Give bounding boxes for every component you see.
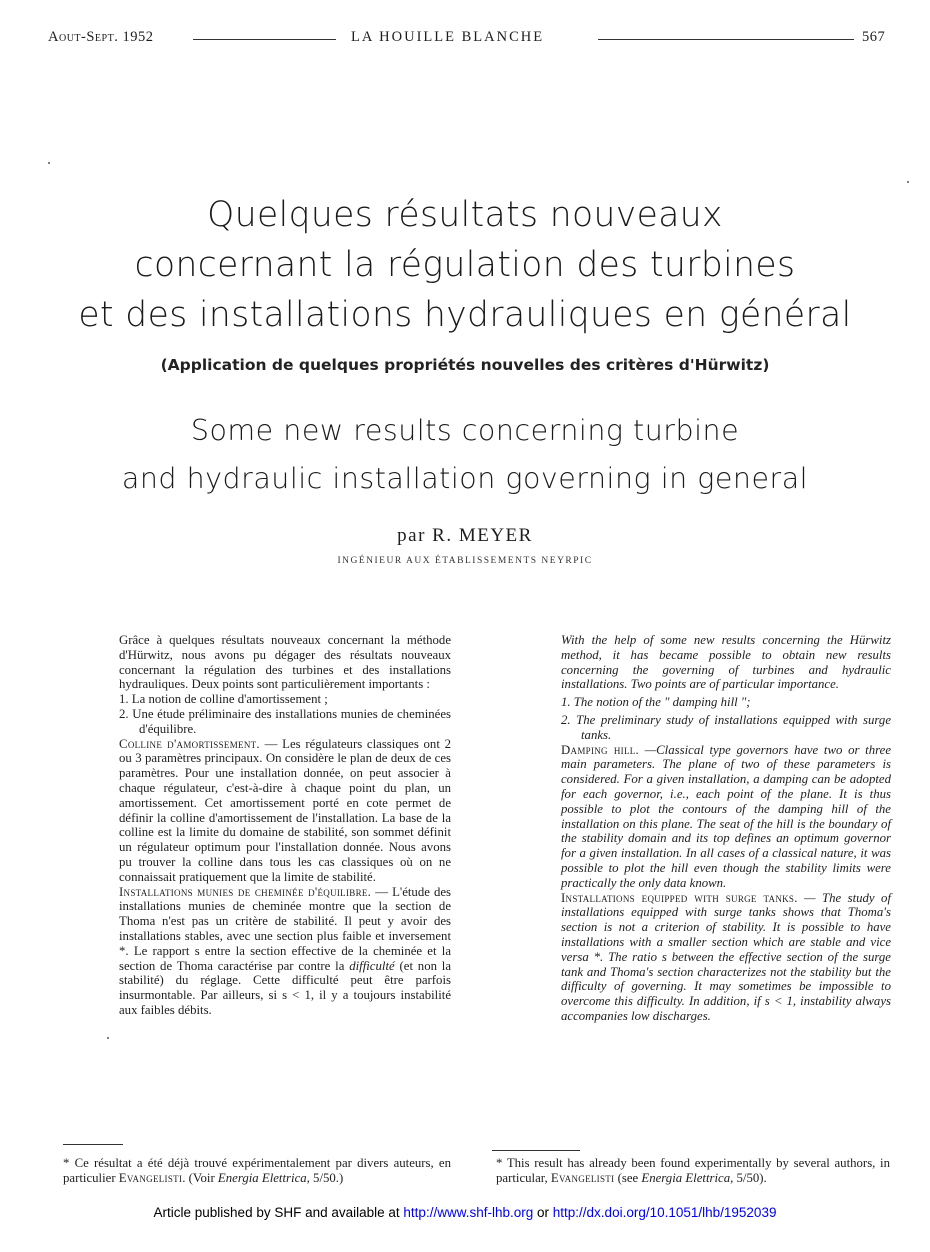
header-page-number: 567 [862,29,886,45]
english-section-surge-tanks [561,891,891,1024]
subtitle: (Application de quelques propriétés nouvelles des critères d'Hürwitz) [160,356,770,374]
french-list-item-1: 1. La notion de colline d'amortissement ; [119,692,328,707]
english-section-heading-1: Damping hill. [561,742,640,757]
publication-banner [0,1205,930,1220]
title-english-line-1: Some new results concerning turbine [190,414,740,447]
header-journal-title: LA HOUILLE BLANCHE [351,29,545,45]
scan-speck [907,181,909,183]
footnote-english-journal: Energia Elettrica [641,1170,731,1185]
english-section-text-1: —Classical type governors have two or three main parameters. The plane of two of these parameters is considered. For a given installation, a damping can be adopted for each governor, i.e., each point of the plane. It is thus possible to plot the contours of the damping hill of the installation on this plane. The seat of the hill is the boundary of the stability domain and its top defines an optimum governor for a given installation. In all cases of a classical nature, it was possible to plot the hill even though the stability limits were practically the only data known. [561,742,892,890]
title-english [0,407,930,503]
footnote-french-journal: Energia Elettrica [217,1170,307,1185]
footnote-english [496,1156,890,1186]
french-column [119,633,451,1018]
english-intro: With the help of some new results concerning the Hürwitz method, it has became possible to obtain new results concerning the governing of turbines and hydraulic installations. Two points are of particular importance. [561,633,891,692]
scan-speck [107,1037,109,1039]
header-rule-right [598,39,854,40]
footnote-rule-english [492,1150,580,1151]
french-section-heading-1: Colline d'amortissement. [119,736,260,751]
french-list-item-2: 2. Une étude préliminaire des installations munies de cheminées d'équilibre. [119,706,451,736]
affiliation: INGÉNIEUR AUX ÉTABLISSEMENTS NEYRPIC [337,556,593,566]
french-section-text-1: — Les régulateurs classiques ont 2 ou 3 paramètres principaux. On considère le plan de deux de ces paramètres. Pour une installation donnée, on peut associer à chaque régulateur, c'est-à-dire à chaque point du plan, un amortissement. Cet amortissement porté en cote permet de définir la colline d'amortissement de l'installation. La base de la colline est la limite du domaine de stabilité, son sommet définit un régulateur optimum pour l'installation donnée. Nous avons pu trouver la colline dans tous les cas classiques où on ne connaissait pratiquement que la limite de stabilité. [119,736,451,884]
french-section-heading-2: Installations munies de cheminée d'équilibre. [119,884,372,899]
english-list-item-1: 1. The notion of the " damping hill "; [561,695,751,710]
french-section-surge-tanks [119,885,451,1018]
footnote-english-text: (see [617,1170,639,1185]
french-section-damping-hill [119,737,451,885]
footnote-english-text: * This result has already been found experimentally by several authors, in particular, [496,1156,890,1185]
footnote-english-author: Evangelisti [550,1170,615,1185]
title-french [0,190,930,340]
banner-link-doi[interactable]: http://dx.doi.org/10.1051/lhb/1952039 [552,1205,777,1220]
title-french-line-1: Quelques résultats nouveaux [207,195,723,235]
english-section-damping-hill [561,743,891,891]
french-intro: Grâce à quelques résultats nouveaux concernant la méthode d'Hürwitz, nous avons pu dégager des résultats nouveaux concernant la régulation des turbines et des installations hydrauliques. Deux points sont particulièrement importants : [119,633,451,692]
footnote-french-author: Evangelisti [118,1170,183,1185]
french-section-text-2b: (et non la stabilité) du réglage. Cette difficulté peut être parfois insurmontable. Par ailleurs, si s < 1, il y a toujours instabilité aux faibles débits. [119,958,452,1017]
header-rule-left [193,39,336,40]
scan-speck [48,162,50,164]
banner-link-shf[interactable]: http://www.shf-lhb.org [403,1205,534,1220]
title-english-line-2: and hydraulic installation governing in general [121,462,809,495]
footnote-english-text: , 5/50). [730,1170,767,1185]
english-column [561,633,891,1024]
english-section-text-2: — The study of installations equipped with surge tanks shows that Thoma's section is not a criterion of stability. It is possible to have installations with a smaller section which are stable and vice versa *. The ratio s between the effective section of the surge tank and Thoma's section characterizes not the stability but the difficulty of governing. It may sometimes be impossible to overcome this difficulty. In addition, if s < 1, instability always accompanies low discharges. [561,890,892,1023]
title-french-line-2: concernant la régulation des turbines [134,245,796,285]
footnote-french-text: , 5/50.) [306,1170,344,1185]
title-french-line-3: et des installations hydrauliques en général [78,295,852,335]
footnote-french-text: * Ce résultat a été déjà trouvé expérimentalement par divers auteurs, en particulier [63,1156,451,1185]
footnote-french [63,1156,451,1186]
header-date: Aout-Sept. 1952 [48,29,154,45]
banner-prefix: Article published by SHF and available at [153,1205,400,1220]
english-list-item-2: 2. The preliminary study of installations equipped with surge tanks. [561,712,891,742]
footnote-rule-french [63,1144,123,1145]
author: par R. MEYER [397,525,533,546]
french-section-text-2a: — L'étude des installations munies de cheminée montre que la section de Thoma n'est pas un critère de stabilité. Il peut y avoir des installations stables, avec une section plus faible et inversement *. Le rapport s entre la section effective de la cheminée et la section de Thoma caractérise par contre la [119,884,452,973]
english-section-heading-2: Installations equipped with surge tanks. [561,890,798,905]
french-emphasis-difficulty: difficulté [349,958,395,973]
footnote-french-text: . (Voir [182,1170,215,1185]
banner-middle: or [537,1205,550,1220]
